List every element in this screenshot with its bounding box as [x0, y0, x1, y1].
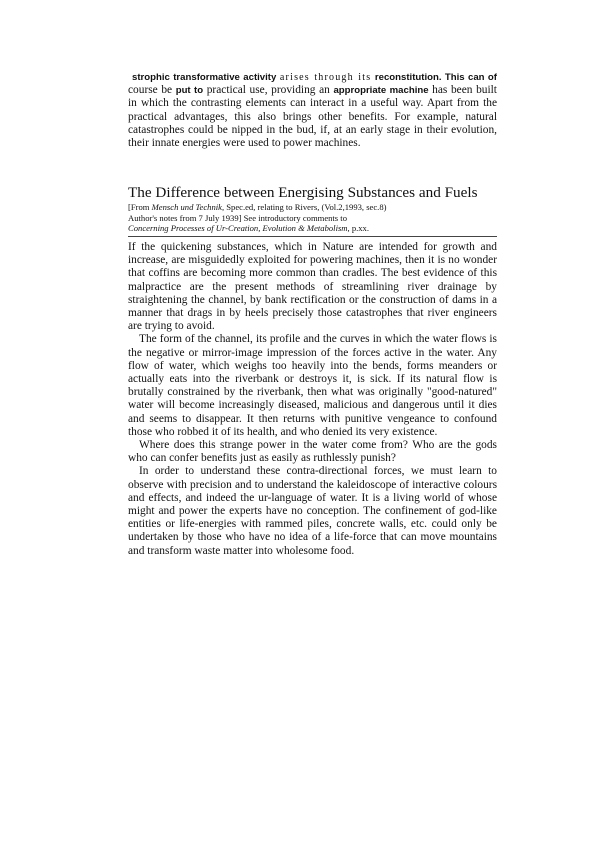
source-rest: , Spec.ed, relating to Rivers, (Vol.2,1993, sec.8) [221, 202, 387, 212]
intro-text-e: has been [432, 84, 473, 97]
section-divider [128, 236, 497, 237]
intro-spaced-phrase: arises through its [279, 72, 372, 83]
intro-bold-appropriate-machine: appropriate machine [333, 85, 429, 97]
paragraph-2: The form of the channel, its profile and the curves in which the water flows is the negative or mirror-image impression of the forces active in the water. Any flow of water, which weighs too heavily into the bends, forms meanders or actually eats into the riverbank or destroys it, is sick. If its natural flow is brutally constrained by the riverbank, then what was originally "good-natured" water will become increasingly diseased, malicious and dangerous until it dies and seems to disappear. It then returns with punitive vengeance to confound those who robbed it of its health, and who denied its very existence. [128, 333, 497, 438]
source-title: Mensch und Technik [151, 202, 222, 212]
source-line [128, 202, 497, 213]
body-text [128, 241, 497, 558]
reference-title: Concerning Processes of Ur-Creation, Evolution & Metabolism [128, 223, 348, 234]
authors-note: Author's notes from 7 July 1939] See introductory comments to [128, 212, 347, 223]
intro-block [128, 71, 497, 150]
reference-page: , p.xx. [347, 223, 369, 234]
intro-text-rest: built in which the contrasting elements can interact in a useful way. Apart from the practical advantages, this also brings other benefits. For example, natural catastrophes could be nipped in the bud, if, at an early stage in their evolution, their innate energies were used to power machines. [128, 84, 497, 150]
source-prefix: [From [128, 202, 150, 212]
section-header [128, 184, 497, 234]
paragraph-4: In order to understand these contra-directional forces, we must learn to observe with precision and to understand the kaleidoscope of interactive colours and effects, and indeed the ur-language of water. It is a living world of whose might and power the experts have no conception. The confinement of god-like entities or life-energies with rammed piles, concrete walls, etc. could only be undertaken by those who have no idea of a life-force that can move mountains and transform waste matter into wholesome food. [128, 465, 497, 557]
intro-bold-phrase-1: strophic transformative activity [132, 72, 277, 83]
paragraph-3: Where does this strange power in the water come from? Who are the gods who can confer benefits just as easily as ruthlessly punish? [128, 439, 497, 465]
reference-line [128, 223, 497, 234]
intro-bold-put-to: put to [175, 85, 204, 97]
intro-text-a: course be [128, 84, 173, 97]
intro-bold-phrase-2: reconstitution. This can of [374, 72, 497, 83]
intro-text-c: practical use, providing an [206, 84, 330, 97]
section-title: The Difference between Energising Substances and Fuels [128, 184, 478, 201]
paragraph-1: If the quickening substances, which in Nature are intended for growth and increase, are misguidedly exploited for powering machines, then it is no wonder that coffins are becoming more common than cradles. The best evidence of this malpractice are the present methods of streamlining river drainage by straightening the channel, by bank rectification or the construction of dams in a manner that drags in by heels precisely those catastrophes that river engineers are trying to avoid. [128, 241, 497, 333]
intro-paragraph [128, 71, 497, 150]
